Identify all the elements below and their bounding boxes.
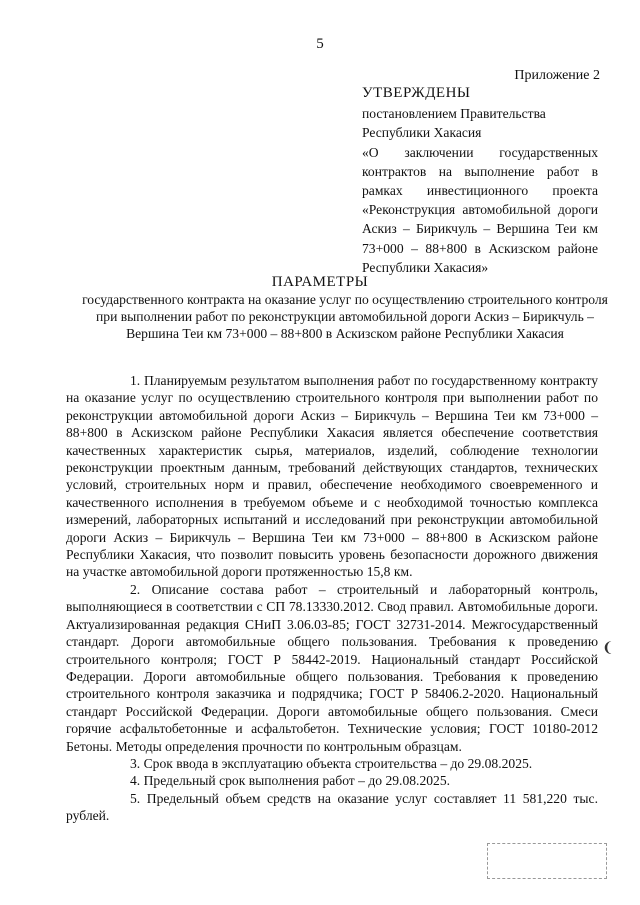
paragraph-3: 3. Срок ввода в эксплуатацию объекта строительства – до 29.08.2025. xyxy=(130,755,533,771)
document-subtitle: государственного контракта на оказание услуг по осуществлению строительного контроля при выполнении работ по реконструкции автомобильной дороги Аскиз – Бирикчуль – Вершина Теи км 73+000 – 88+800 в Аскизском районе Республики Хакасия xyxy=(82,292,608,342)
paragraph-4: 4. Предельный срок выполнения работ – до 29.08.2025. xyxy=(130,773,451,789)
registration-stamp xyxy=(487,843,607,879)
paragraph-1: 1. Планируемым результатом выполнения работ по государственному контракту на оказание услуг по осуществлению строительного контроля при выполнении работ по реконструкции автомобильной дороги Аскиз – Бирикчуль – Вершина Теи км 73+000 – 88+800 в Аскизском районе Республики Хакасия является обеспечение соответствия качественных характеристик сырья, материалов, изделий, соблюдение технологии реконструкции проектным данным, требований действующих стандартов, технических условий, строительных норм и правил, обеспечение необходимого своевременного и качественного исполнения в требуемом объеме и с необходимой точностью комплекса измерений, лабораторных испытаний и исследований при реконструкции автомобильной дороги Аскиз – Бирикчуль – Вершина Теи км 73+000 – 88+800 в Аскизском районе Республики Хакасия, что позволит повысить уровень безопасности дорожного движения на участке автомобильной дороги протяженностью 15,8 км. xyxy=(66,373,598,580)
paragraph-5: 5. Предельный объем средств на оказание услуг составляет 11 581,220 тыс. рублей. xyxy=(66,790,598,824)
page-number: 5 xyxy=(316,36,324,52)
approval-text: «О заключении государственных контрактов на выполнение работ в рамках инвестиционного проекта «Реконструкция автомобильной дороги Аскиз – Бирикчуль – Вершина Теи км 73+000 – 88+800 в Аскизском районе Республики Хакасия» xyxy=(362,144,598,275)
approval-line-2: Республики Хакасия xyxy=(362,125,482,141)
handwritten-mark: ❨ xyxy=(602,641,614,656)
document-body xyxy=(66,372,598,825)
approval-heading: УТВЕРЖДЕНЫ xyxy=(362,85,471,101)
approval-block xyxy=(362,84,598,277)
paragraph-2: 2. Описание состава работ – строительный и лабораторный контроль, выполняющиеся в соответствии с СП 78.13330.2012. Свод правил. Автомобильные дороги. Актуализированная редакция СНиП 3.06.03-85; ГОСТ 32731-2014. Межгосударственный стандарт. Дороги автомобильные общего пользования. Требования к проведению строительного контроля; ГОСТ Р 58442-2019. Национальный стандарт Российской Федерации. Дороги автомобильные общего пользования. Требования к проведению строительного контроля заказчика и подрядчика; ГОСТ Р 58406.2-2020. Национальный стандарт Российской Федерации. Дороги автомобильные общего пользования. Смеси горячие асфальтобетонные и асфальтобетон. Технические условия; ГОСТ 10180-2012 Бетоны. Методы определения прочности по контрольным образцам. xyxy=(66,581,598,754)
document-title: ПАРАМЕТРЫ xyxy=(271,274,369,290)
approval-line-1: постановлением Правительства xyxy=(362,106,546,122)
appendix-label: Приложение 2 xyxy=(514,68,600,83)
